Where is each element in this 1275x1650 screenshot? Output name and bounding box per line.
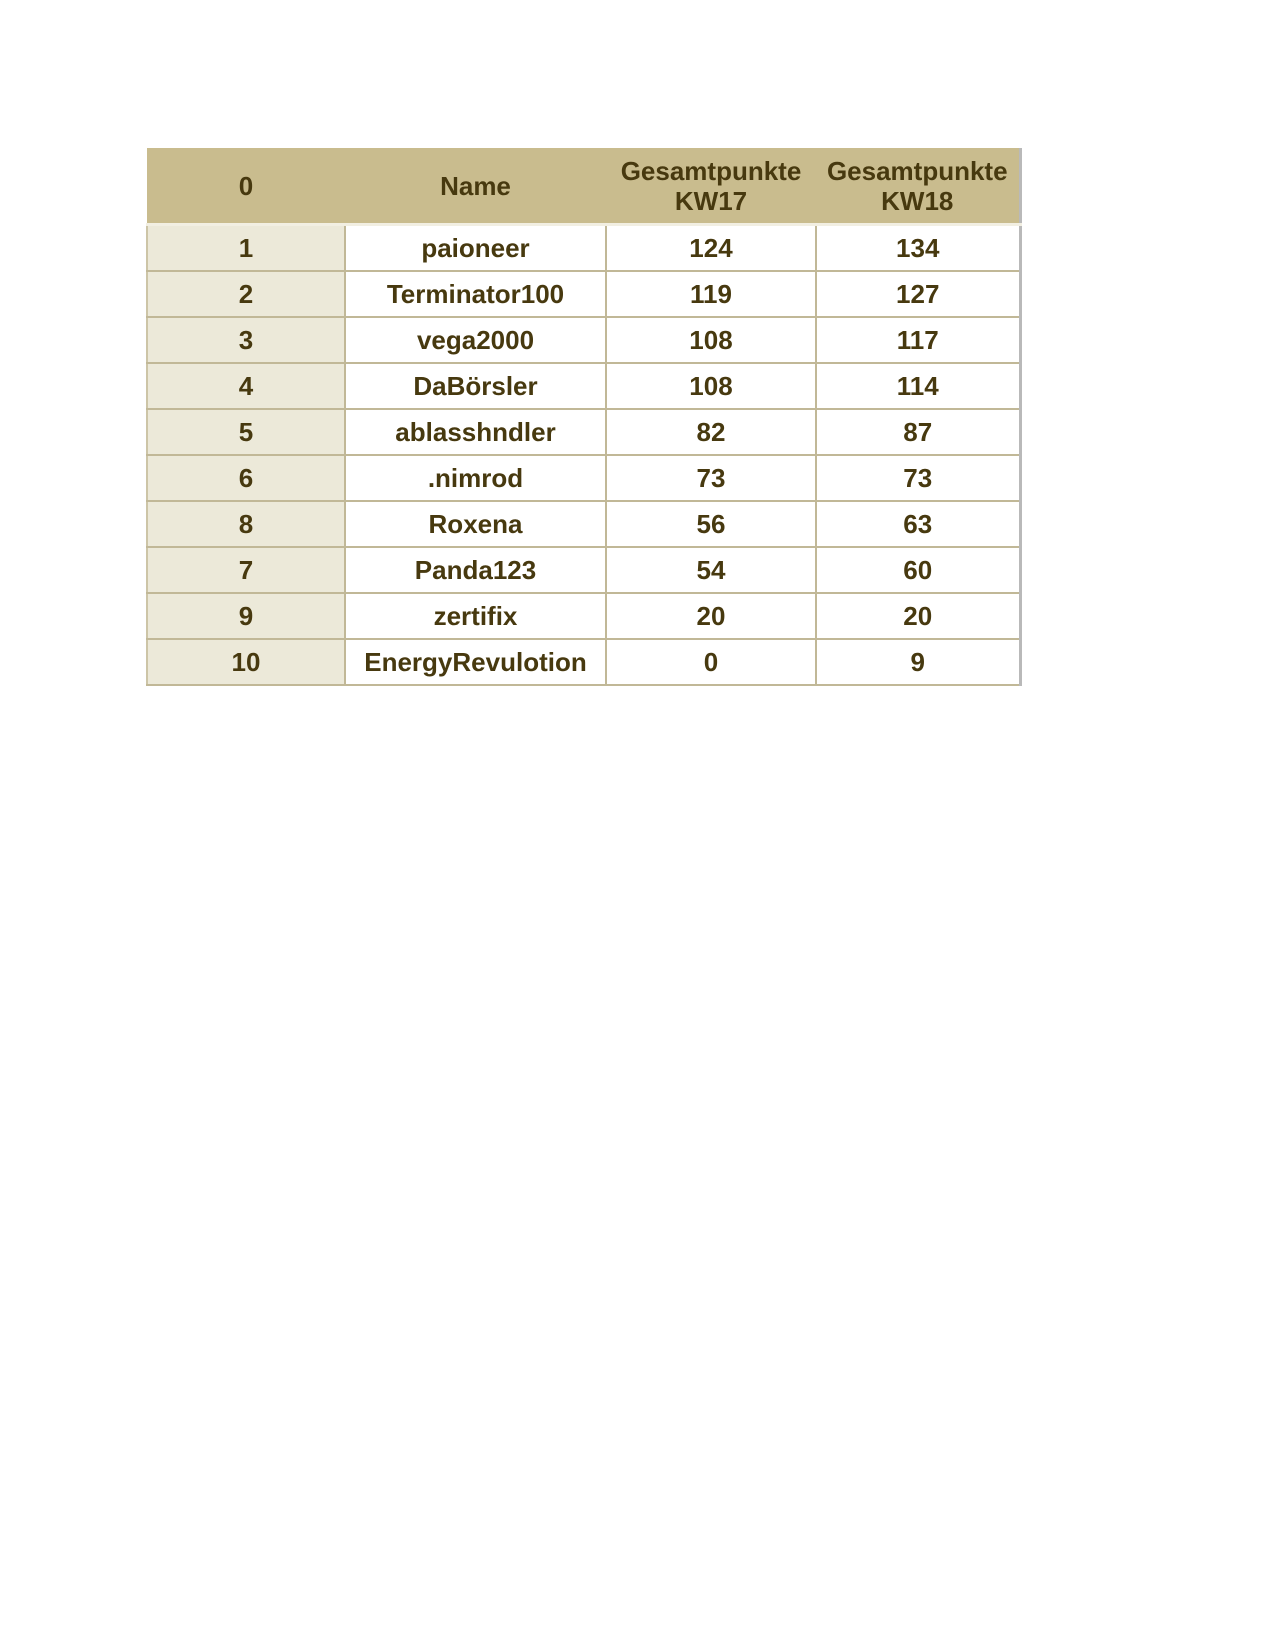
- kw18-cell: 20: [816, 593, 1020, 639]
- table-row: [147, 363, 1020, 409]
- kw18-cell: 63: [816, 501, 1020, 547]
- name-cell: ablasshndler: [345, 409, 606, 455]
- kw17-cell: 0: [606, 639, 816, 685]
- rank-cell: 2: [147, 271, 345, 317]
- name-cell: .nimrod: [345, 455, 606, 501]
- kw17-cell: 20: [606, 593, 816, 639]
- kw17-cell: 73: [606, 455, 816, 501]
- kw17-cell: 124: [606, 225, 816, 272]
- kw17-cell: 56: [606, 501, 816, 547]
- column-header-kw17-line1: Gesamtpunkte: [620, 155, 802, 186]
- table-body: [147, 225, 1020, 686]
- column-header-kw17-line2: KW17: [674, 185, 748, 216]
- leaderboard-table: [146, 148, 1022, 686]
- rank-cell: 4: [147, 363, 345, 409]
- kw17-cell: 119: [606, 271, 816, 317]
- kw18-cell: 9: [816, 639, 1020, 685]
- name-cell: paioneer: [345, 225, 606, 272]
- kw17-cell: 108: [606, 317, 816, 363]
- rank-cell: 3: [147, 317, 345, 363]
- name-cell: DaBörsler: [345, 363, 606, 409]
- column-header-name-label: Name: [440, 170, 511, 201]
- column-header-kw18-line1: Gesamtpunkte: [826, 155, 1008, 186]
- kw18-cell: 117: [816, 317, 1020, 363]
- kw18-cell: 134: [816, 225, 1020, 272]
- name-cell: Panda123: [345, 547, 606, 593]
- table-header: [147, 148, 1020, 225]
- table-row: [147, 225, 1020, 272]
- kw18-cell: 60: [816, 547, 1020, 593]
- kw18-cell: 87: [816, 409, 1020, 455]
- rank-cell: 6: [147, 455, 345, 501]
- column-header-kw18-line2: KW18: [881, 185, 954, 216]
- column-header-name: [345, 148, 606, 225]
- kw17-cell: 108: [606, 363, 816, 409]
- rank-cell: 7: [147, 547, 345, 593]
- table-row: [147, 317, 1020, 363]
- column-header-kw18: [816, 148, 1020, 225]
- kw18-cell: 114: [816, 363, 1020, 409]
- table-row: [147, 639, 1020, 685]
- table-row: [147, 409, 1020, 455]
- kw17-cell: 54: [606, 547, 816, 593]
- kw18-cell: 127: [816, 271, 1020, 317]
- table-row: [147, 547, 1020, 593]
- table-row: [147, 455, 1020, 501]
- rank-cell: 9: [147, 593, 345, 639]
- rank-cell: 1: [147, 225, 345, 272]
- rank-cell: 8: [147, 501, 345, 547]
- kw17-cell: 82: [606, 409, 816, 455]
- rank-cell: 5: [147, 409, 345, 455]
- header-row: [147, 148, 1020, 225]
- name-cell: Roxena: [345, 501, 606, 547]
- name-cell: Terminator100: [345, 271, 606, 317]
- column-header-rank: [147, 148, 345, 225]
- name-cell: zertifix: [345, 593, 606, 639]
- name-cell: vega2000: [345, 317, 606, 363]
- column-header-kw17: [606, 148, 816, 225]
- table-row: [147, 593, 1020, 639]
- name-cell: EnergyRevulotion: [345, 639, 606, 685]
- table-row: [147, 501, 1020, 547]
- kw18-cell: 73: [816, 455, 1020, 501]
- column-header-rank-label: 0: [238, 170, 254, 201]
- table-row: [147, 271, 1020, 317]
- rank-cell: 10: [147, 639, 345, 685]
